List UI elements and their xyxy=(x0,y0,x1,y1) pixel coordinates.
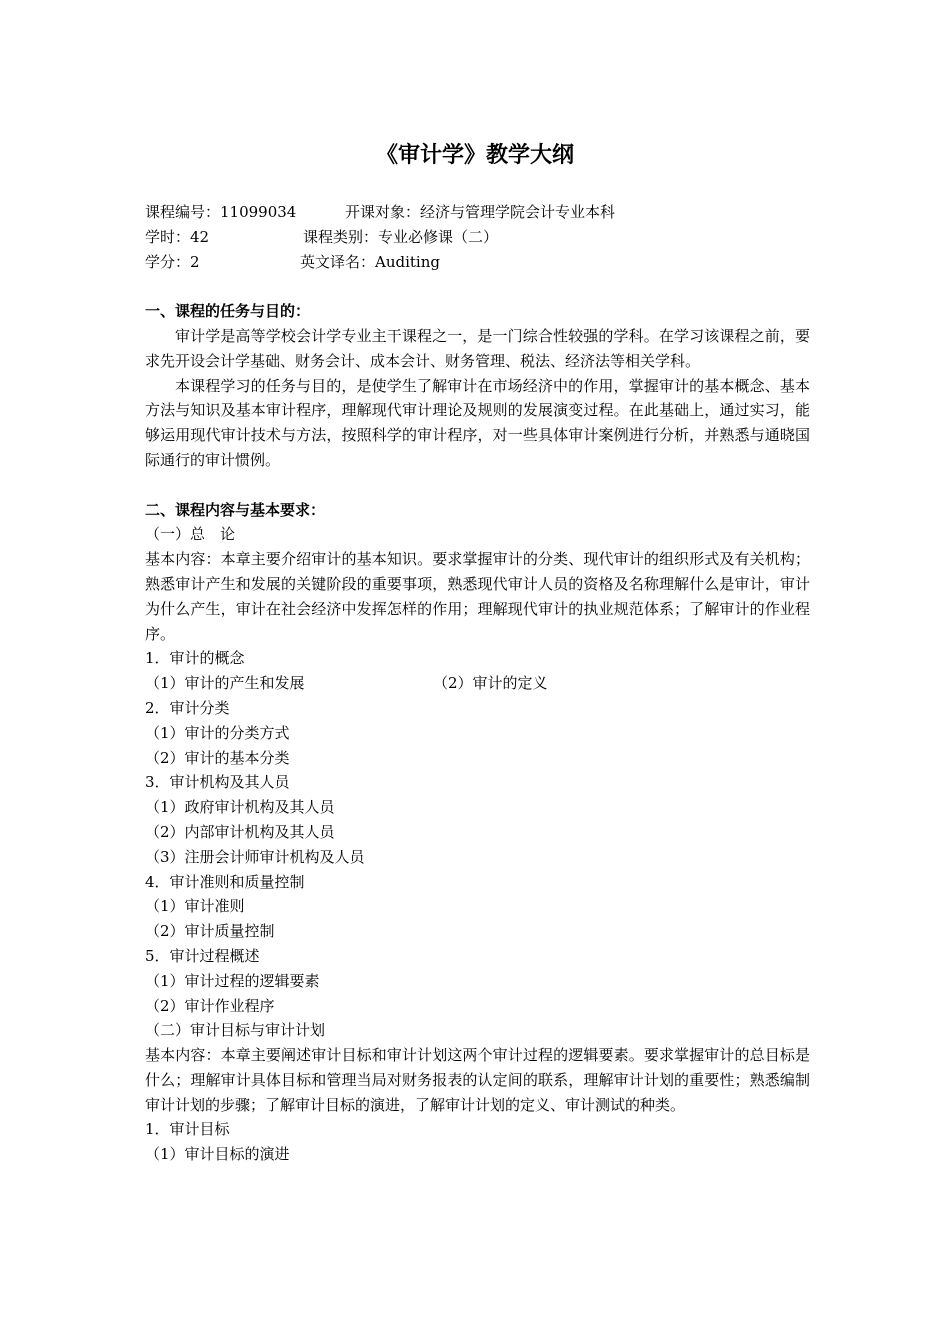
chapter-title-1: （一）总 论 xyxy=(145,525,236,544)
section-heading-2: 二、课程内容与基本要求： xyxy=(145,500,326,519)
list-subitem: （1）审计准则 xyxy=(145,897,245,916)
list-subitem: （1）审计的分类方式 xyxy=(145,723,290,742)
chapter2-basic-content: 基本内容：本章主要阐述审计目标和审计计划这两个审计过程的逻辑要素。要求掌握审计的总目标是什么；理解审计具体目标和管理当局对财务报表的认定间的联系，理解审计计划的重要性；熟悉编制审计计划的步骤；了解审计目标的演进，了解审计计划的定义、审计测试的种类。 xyxy=(145,1046,810,1114)
list-subitem: （2）审计质量控制 xyxy=(145,922,275,941)
list-subitem: （1）审计的产生和发展 xyxy=(145,674,305,693)
course-code: 课程编号：11099034 xyxy=(145,203,297,221)
document-body xyxy=(145,200,810,1167)
list-subitem: （2）内部审计机构及其人员 xyxy=(145,822,335,841)
course-credits: 学分：2 xyxy=(145,252,200,271)
course-audience: 开课对象：经济与管理学院会计专业本科 xyxy=(345,203,616,221)
list-item: 3．审计机构及其人员 xyxy=(145,773,290,792)
course-english-name: 英文译名：Auditing xyxy=(300,252,440,271)
meta-row-2 xyxy=(145,225,810,250)
list-subitem: （2）审计的基本分类 xyxy=(145,748,290,767)
course-hours: 学时：42 xyxy=(145,227,210,246)
list-item: 1．审计目标 xyxy=(145,1120,230,1139)
meta-row-1 xyxy=(145,200,810,225)
list-subitem: （2）审计的定义 xyxy=(433,674,548,693)
chapter-title-2: （二）审计目标与审计计划 xyxy=(145,1021,326,1040)
course-category: 课程类别：专业必修课（二） xyxy=(303,227,499,246)
list-subitem: （1）审计过程的逻辑要素 xyxy=(145,971,320,990)
list-subitem: （3）注册会计师审计机构及人员 xyxy=(145,847,365,866)
page-title: 《审计学》教学大纲 xyxy=(375,143,574,168)
list-item: 2．审计分类 xyxy=(145,698,230,717)
list-item-row xyxy=(145,671,810,696)
section-heading-1: 一、课程的任务与目的： xyxy=(145,302,311,321)
list-subitem: （1）政府审计机构及其人员 xyxy=(145,798,335,817)
section1-paragraph-2: 本课程学习的任务与目的，是使学生了解审计在市场经济中的作用，掌握审计的基本概念、基本方法与知识及基本审计程序，理解现代审计理论及规则的发展演变过程。在此基础上，通过实习，能够运用现代审计技术与方法，按照科学的审计程序，对一些具体审计案例进行分析，并熟悉与通晓国际通行的审计惯例。 xyxy=(145,376,810,469)
chapter1-basic-content: 基本内容：本章主要介绍审计的基本知识。要求掌握审计的分类、现代审计的组织形式及有关机构；熟悉审计产生和发展的关键阶段的重要事项，熟悉现代审计人员的资格及名称理解什么是审计，审计为什么产生，审计在社会经济中发挥怎样的作用；理解现代审计的执业规范体系；了解审计的作业程序。 xyxy=(145,550,810,643)
section1-paragraph-1: 审计学是高等学校会计学专业主干课程之一，是一门综合性较强的学科。在学习该课程之前，要求先开设会计学基础、财务会计、成本会计、财务管理、税法、经济法等相关学科。 xyxy=(145,326,810,370)
list-item: 5．审计过程概述 xyxy=(145,946,260,965)
list-subitem: （1）审计目标的演进 xyxy=(145,1145,290,1164)
list-subitem: （2）审计作业程序 xyxy=(145,996,275,1015)
list-item: 1．审计的概念 xyxy=(145,649,245,668)
meta-row-3 xyxy=(145,250,810,275)
list-item: 4．审计准则和质量控制 xyxy=(145,872,305,891)
